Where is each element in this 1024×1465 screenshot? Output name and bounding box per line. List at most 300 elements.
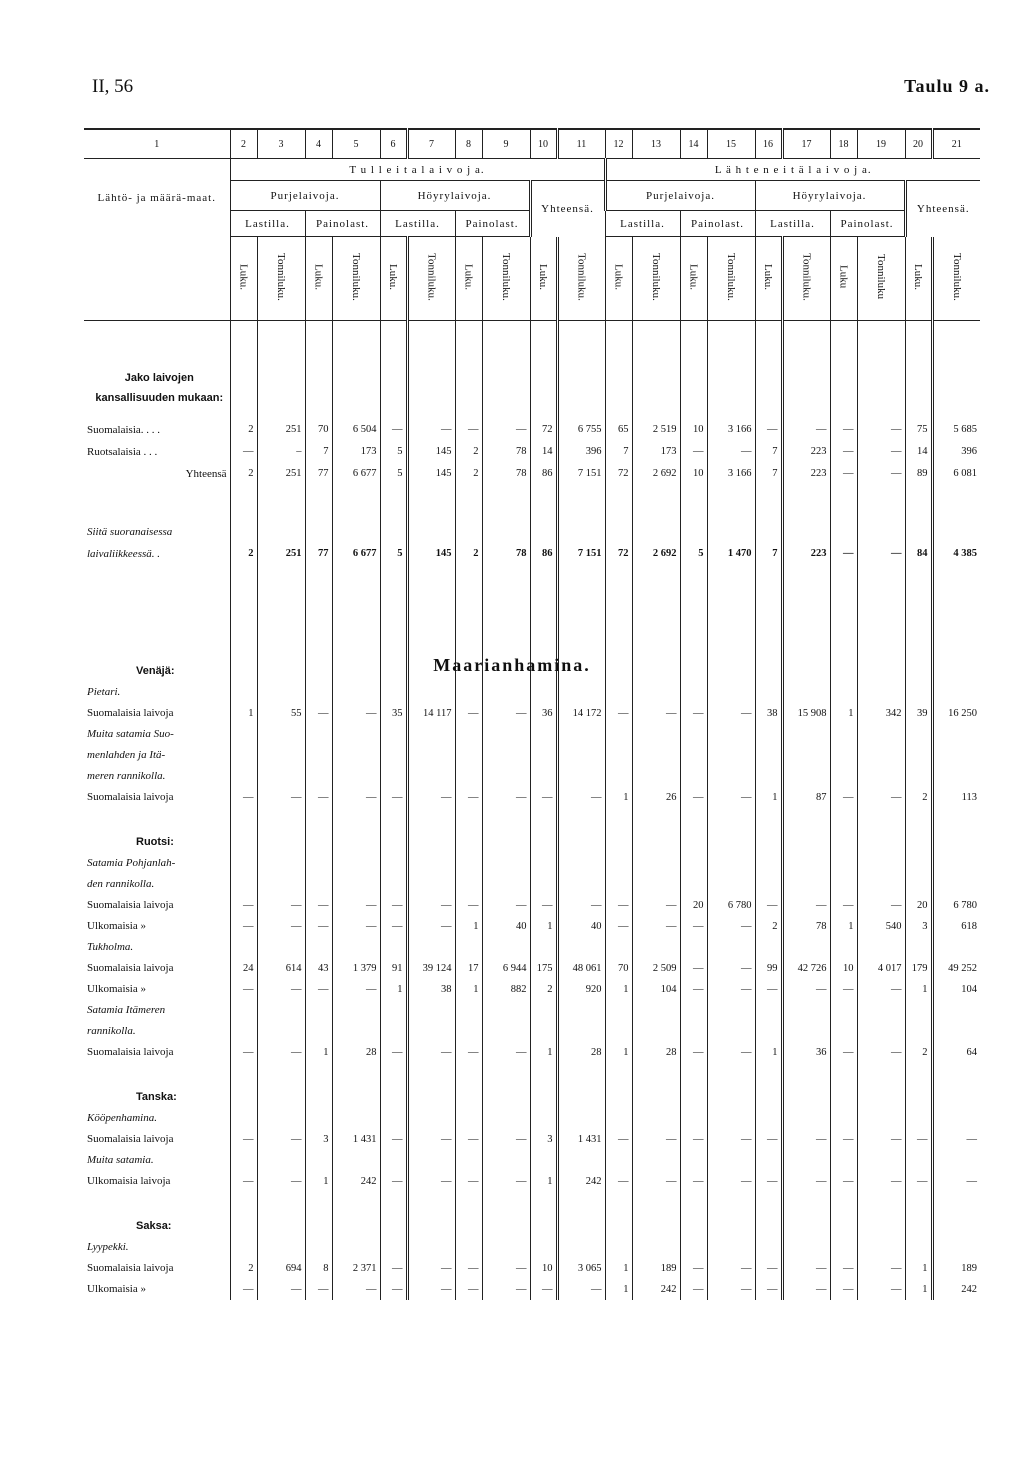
table-row [84, 1000, 980, 1021]
cell-value [380, 521, 407, 543]
cell-value [455, 1216, 482, 1237]
cell-value: 882 [482, 979, 530, 1000]
cell-value [455, 1063, 482, 1087]
cell-value [407, 853, 455, 874]
cell-value [455, 745, 482, 766]
cell-value [305, 485, 332, 521]
cell-value [482, 1021, 530, 1042]
cell-value: 77 [305, 463, 332, 485]
row-label: Suomalaisia laivoja [87, 1046, 174, 1058]
cell-value [530, 1087, 557, 1108]
cell-value: 65 [605, 419, 632, 441]
cell-value [257, 832, 305, 853]
column-number: 9 [482, 129, 530, 159]
subgroup-painolast: Painolast. [455, 211, 530, 237]
group-header-yhteensa: Yhteensä. [530, 181, 605, 237]
cell-value [482, 832, 530, 853]
cell-value [905, 874, 932, 895]
cell-value: 175 [530, 958, 557, 979]
cell-value [782, 745, 830, 766]
cell-value [905, 1087, 932, 1108]
cell-value: — [455, 1279, 482, 1300]
cell-value: — [455, 895, 482, 916]
cell-value: — [857, 1042, 905, 1063]
cell-value: — [932, 1171, 980, 1192]
cell-value [332, 937, 380, 958]
cell-value: 1 [830, 916, 857, 937]
cell-value [782, 321, 830, 357]
cell-value [707, 1108, 755, 1129]
cell-value: — [557, 895, 605, 916]
cell-value [557, 874, 605, 895]
cell-value [605, 1192, 632, 1216]
cell-value [230, 808, 257, 832]
cell-value: 2 [230, 463, 257, 485]
cell-value [755, 321, 782, 357]
cell-value [332, 766, 380, 787]
cell-value [380, 1237, 407, 1258]
cell-value: — [830, 1129, 857, 1150]
cell-value [830, 874, 857, 895]
unit-header [632, 237, 680, 321]
cell-value: 251 [257, 463, 305, 485]
cell-value [407, 1021, 455, 1042]
cell-value [230, 321, 257, 357]
cell-value [230, 682, 257, 703]
cell-value [605, 1000, 632, 1021]
table-row [84, 485, 980, 521]
cell-value [407, 1237, 455, 1258]
cell-value [605, 937, 632, 958]
cell-value [557, 565, 605, 661]
cell-value: 694 [257, 1258, 305, 1279]
cell-value [407, 808, 455, 832]
cell-value [905, 808, 932, 832]
cell-value [680, 832, 707, 853]
cell-value: — [830, 787, 857, 808]
cell-value: 5 [680, 543, 707, 565]
subgroup-lastilla: Lastilla. [230, 211, 305, 237]
cell-value [230, 1021, 257, 1042]
cell-value: 35 [380, 703, 407, 724]
cell-value [755, 1000, 782, 1021]
unit-label: Tonniluku. [725, 253, 737, 301]
cell-value [530, 1063, 557, 1087]
cell-value [305, 1021, 332, 1042]
cell-value: 7 [755, 543, 782, 565]
table-row [84, 1021, 980, 1042]
cell-value [380, 724, 407, 745]
cell-value [905, 1237, 932, 1258]
cell-value [707, 832, 755, 853]
cell-value [380, 745, 407, 766]
cell-value: 78 [782, 916, 830, 937]
unit-header [830, 237, 857, 321]
cell-value: 7 151 [557, 463, 605, 485]
cell-value: — [830, 1279, 857, 1300]
cell-value [605, 682, 632, 703]
cell-value: — [857, 1129, 905, 1150]
cell-value: 1 [305, 1042, 332, 1063]
cell-value [830, 1150, 857, 1171]
cell-value: — [305, 895, 332, 916]
cell-value [680, 1021, 707, 1042]
cell-value: 173 [632, 441, 680, 463]
cell-value: 396 [932, 441, 980, 463]
cell-value [257, 682, 305, 703]
row-label: Ruotsalaisia . . . [87, 445, 158, 458]
cell-value [530, 1216, 557, 1237]
cell-value: 251 [257, 419, 305, 441]
cell-value [332, 1216, 380, 1237]
cell-value: 145 [407, 543, 455, 565]
cell-value: — [857, 1279, 905, 1300]
cell-value: 2 371 [332, 1258, 380, 1279]
cell-value [407, 1087, 455, 1108]
cell-value [857, 832, 905, 853]
cell-value: 1 [530, 1171, 557, 1192]
row-label: Suomalaisia laivoja [87, 962, 174, 974]
cell-value [530, 321, 557, 357]
table-row [84, 441, 980, 463]
cell-value [932, 1087, 980, 1108]
cell-value [407, 1216, 455, 1237]
cell-value [782, 521, 830, 543]
cell-value: — [455, 787, 482, 808]
cell-value [605, 808, 632, 832]
cell-value: — [707, 1258, 755, 1279]
cell-value [530, 808, 557, 832]
column-number: 12 [605, 129, 632, 159]
cell-value: — [605, 1171, 632, 1192]
cell-value [632, 874, 680, 895]
cell-value: 1 [755, 787, 782, 808]
cell-value [905, 1063, 932, 1087]
cell-value [455, 724, 482, 745]
cell-value: — [482, 895, 530, 916]
cell-value: — [782, 1171, 830, 1192]
cell-value: 75 [905, 419, 932, 441]
unit-header [557, 237, 605, 321]
cell-value [932, 321, 980, 357]
cell-value: — [230, 1279, 257, 1300]
cell-value [557, 521, 605, 543]
cell-value [755, 1192, 782, 1216]
cell-value: — [380, 916, 407, 937]
cell-value: 72 [530, 419, 557, 441]
cell-value [680, 766, 707, 787]
cell-value: 38 [755, 703, 782, 724]
cell-value: 8 [305, 1258, 332, 1279]
cell-value [857, 745, 905, 766]
table-row [84, 129, 980, 159]
cell-value [605, 724, 632, 745]
cell-value [380, 1063, 407, 1087]
cell-value [782, 1000, 830, 1021]
cell-value [332, 565, 380, 661]
cell-value: 2 [755, 916, 782, 937]
cell-value [857, 1150, 905, 1171]
cell-value: 4 385 [932, 543, 980, 565]
cell-value [380, 1108, 407, 1129]
unit-label: Tonniluku [875, 254, 887, 300]
cell-value [557, 1216, 605, 1237]
cell-value [755, 1237, 782, 1258]
cell-value [557, 1063, 605, 1087]
cell-value [455, 1108, 482, 1129]
cell-value [605, 832, 632, 853]
cell-value [230, 1108, 257, 1129]
cell-value: — [707, 441, 755, 463]
cell-value: — [632, 1171, 680, 1192]
cell-value: 242 [332, 1171, 380, 1192]
unit-header [332, 237, 380, 321]
cell-value: 396 [557, 441, 605, 463]
cell-value [332, 1150, 380, 1171]
cell-value [530, 682, 557, 703]
table-row [84, 745, 980, 766]
cell-value [305, 745, 332, 766]
cell-value: — [782, 895, 830, 916]
cell-value [605, 565, 632, 661]
cell-value [605, 1108, 632, 1129]
cell-value [605, 321, 632, 357]
cell-value [830, 521, 857, 543]
cell-value [830, 357, 857, 419]
cell-value [605, 1087, 632, 1108]
cell-value: 1 [605, 787, 632, 808]
cell-value [830, 724, 857, 745]
cell-value [257, 1216, 305, 1237]
column-number: 1 [84, 129, 230, 159]
cell-value [230, 521, 257, 543]
cell-value [482, 682, 530, 703]
cell-value [407, 832, 455, 853]
table-row [84, 682, 980, 703]
cell-value [230, 1192, 257, 1216]
cell-value: — [857, 441, 905, 463]
table-row [84, 1258, 980, 1279]
cell-value [605, 1063, 632, 1087]
cell-value [305, 1192, 332, 1216]
cell-value [905, 724, 932, 745]
cell-value: 14 [905, 441, 932, 463]
cell-value: — [680, 1129, 707, 1150]
cell-value [305, 724, 332, 745]
row-label: menlahden ja Itä- [87, 749, 166, 761]
cell-value [482, 724, 530, 745]
cell-value [305, 321, 332, 357]
row-label: Satamia Pohjanlah- [87, 857, 176, 869]
cell-value: — [332, 787, 380, 808]
cell-value: 2 692 [632, 543, 680, 565]
cell-value: — [380, 1258, 407, 1279]
row-label: den rannikolla. [87, 878, 155, 890]
column-number: 21 [932, 129, 980, 159]
cell-value [707, 853, 755, 874]
cell-value [530, 724, 557, 745]
cell-value [557, 1237, 605, 1258]
spacer-label [84, 321, 230, 357]
row-label: Lyypekki. [87, 1241, 129, 1253]
cell-value [305, 565, 332, 661]
row-label: Ulkomaisia » [87, 1283, 146, 1295]
cell-value [305, 937, 332, 958]
cell-value: 179 [905, 958, 932, 979]
cell-value [680, 853, 707, 874]
cell-value [830, 1087, 857, 1108]
cell-value [332, 874, 380, 895]
cell-value [905, 682, 932, 703]
cell-value [755, 357, 782, 419]
table-row [84, 521, 980, 543]
cell-value: 251 [257, 543, 305, 565]
unit-header [857, 237, 905, 321]
cell-value: 1 [230, 703, 257, 724]
cell-value: 1 [905, 979, 932, 1000]
cell-value [305, 766, 332, 787]
cell-value [830, 682, 857, 703]
cell-value [755, 832, 782, 853]
column-number: 18 [830, 129, 857, 159]
cell-value [305, 1216, 332, 1237]
unit-header [755, 237, 782, 321]
cell-value [332, 1000, 380, 1021]
group-header-hoyrylaivoja: Höyrylaivoja. [380, 181, 530, 211]
cell-value: — [455, 1258, 482, 1279]
cell-value [632, 1237, 680, 1258]
cell-value [257, 808, 305, 832]
cell-value: — [305, 1279, 332, 1300]
cell-value [632, 853, 680, 874]
cell-value [632, 682, 680, 703]
table-row [84, 1192, 980, 1216]
cell-value [257, 1108, 305, 1129]
cell-value: 104 [632, 979, 680, 1000]
cell-value [332, 1063, 380, 1087]
table-row [84, 787, 980, 808]
unit-label: Tonniluku. [950, 252, 963, 301]
cell-value: 1 [605, 979, 632, 1000]
cell-value: 40 [482, 916, 530, 937]
cell-value [482, 937, 530, 958]
cell-value [782, 1087, 830, 1108]
row-label: Suomalaisia laivoja [87, 1262, 174, 1274]
unit-label: Tonniluku. [800, 253, 813, 301]
cell-value [407, 565, 455, 661]
cell-value: 2 [530, 979, 557, 1000]
cell-value [707, 724, 755, 745]
cell-value: — [332, 703, 380, 724]
cell-value [557, 766, 605, 787]
cell-value [455, 521, 482, 543]
cell-value: 91 [380, 958, 407, 979]
cell-value [380, 565, 407, 661]
cell-value: — [305, 787, 332, 808]
row-label: Muita satamia. [87, 1154, 154, 1166]
unit-label: Tonniluku. [425, 253, 438, 301]
row-label: meren rannikolla. [87, 770, 166, 782]
cell-value [932, 874, 980, 895]
table-row [84, 159, 980, 181]
cell-value [632, 565, 680, 661]
cell-value [857, 1021, 905, 1042]
cell-value: — [530, 895, 557, 916]
cell-value [482, 1087, 530, 1108]
cell-value [782, 485, 830, 521]
cell-value: — [257, 916, 305, 937]
cell-value [605, 766, 632, 787]
unit-header [305, 237, 332, 321]
cell-value: — [407, 1258, 455, 1279]
cell-value: 1 379 [332, 958, 380, 979]
cell-value: 614 [257, 958, 305, 979]
cell-value [407, 357, 455, 419]
cell-value [482, 1108, 530, 1129]
row-label: Suomalaisia laivoja [87, 791, 174, 803]
cell-value [380, 1021, 407, 1042]
cell-value: — [605, 1129, 632, 1150]
column-number: 16 [755, 129, 782, 159]
cell-value [407, 521, 455, 543]
cell-value [830, 937, 857, 958]
unit-label: Luku. [312, 264, 325, 290]
unit-label: Luku [837, 265, 850, 289]
cell-value: — [230, 1042, 257, 1063]
cell-value: 6 504 [332, 419, 380, 441]
cell-value: — [407, 419, 455, 441]
cell-value [380, 357, 407, 419]
unit-header [257, 237, 305, 321]
table-row [84, 703, 980, 724]
cell-value: — [455, 1042, 482, 1063]
spacer-label [84, 1063, 230, 1087]
cell-value [257, 1063, 305, 1087]
cell-value: 64 [932, 1042, 980, 1063]
cell-value [632, 724, 680, 745]
column-number: 10 [530, 129, 557, 159]
cell-value [680, 565, 707, 661]
cell-value [755, 485, 782, 521]
cell-value [857, 1108, 905, 1129]
cell-value: — [632, 1129, 680, 1150]
cell-value: 1 [380, 979, 407, 1000]
cell-value: 14 117 [407, 703, 455, 724]
cell-value [782, 874, 830, 895]
cell-value: — [857, 895, 905, 916]
cell-value: — [230, 787, 257, 808]
cell-value [857, 1063, 905, 1087]
unit-label: Luku. [912, 263, 924, 290]
cell-value [707, 1150, 755, 1171]
cell-value: — [332, 895, 380, 916]
cell-value: 1 [605, 1279, 632, 1300]
cell-value: 242 [932, 1279, 980, 1300]
cell-value [905, 1216, 932, 1237]
cell-value: — [680, 1042, 707, 1063]
cell-value: 72 [605, 543, 632, 565]
cell-value [530, 832, 557, 853]
cell-value: — [407, 1279, 455, 1300]
cell-value: 14 [530, 441, 557, 463]
cell-value [380, 1216, 407, 1237]
cell-value [782, 937, 830, 958]
row-label: Ulkomaisia laivoja [87, 1175, 171, 1187]
cell-value [455, 853, 482, 874]
cell-value: 1 [905, 1279, 932, 1300]
cell-value: 20 [680, 895, 707, 916]
cell-value: 223 [782, 441, 830, 463]
